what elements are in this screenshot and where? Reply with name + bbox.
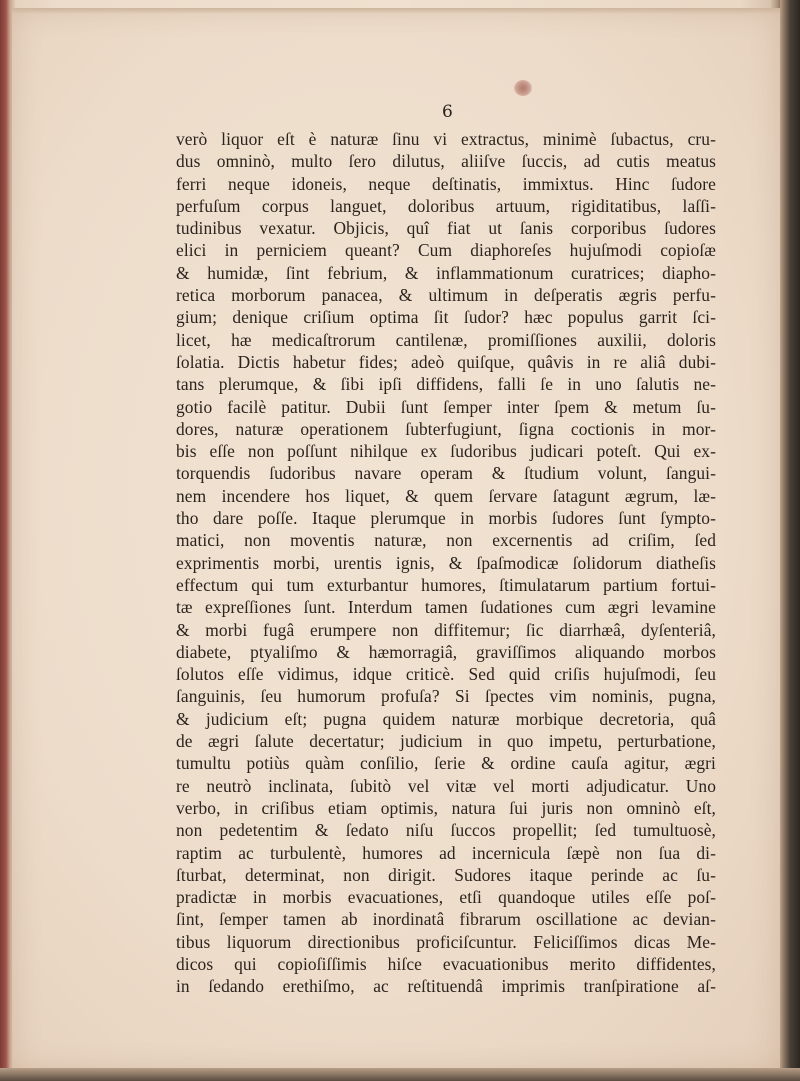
text-line: diabete, ptyaliſmo & hæmorragiâ, graviſſimos aliquando morbos	[176, 641, 716, 662]
text-line: dores, naturæ operationem ſubterfugiunt, ſigna coctionis in mor-	[176, 418, 716, 439]
text-line: ſolutos eſſe vidimus, idque criticè. Sed quid criſis hujuſmodi, ſeu	[176, 664, 716, 685]
text-line: licet, hæ medicaſtrorum cantilenæ, promiſſiones auxilii, doloris	[176, 329, 716, 350]
text-line: non pedetentim & ſedato niſu ſuccos propellit; ſed tumultuosè,	[176, 820, 716, 841]
text-line: dus omninò, multo ſero dilutus, aliiſve ſuccis, ad cutis meatus	[176, 151, 716, 172]
text-line: & morbi fugâ erumpere non diffitemur; ſic diarrhæâ, dyſenteriâ,	[176, 619, 716, 640]
text-line: gium; denique criſium optima ſit ſudor? hæc populus garrit ſci-	[176, 307, 716, 328]
text-line: in ſedando erethiſmo, ac reſtituendâ imprimis tranſpiratione aſ-	[176, 976, 716, 997]
text-line: pradictæ in morbis evacuationes, etſi quandoque utiles eſſe poſ-	[176, 887, 716, 908]
text-line: ſint, ſemper tamen ab inordinatâ fibrarum oscillatione ac devian-	[176, 909, 716, 930]
text-line: effectum qui tum exturbantur humores, ſtimulatarum partium fortui-	[176, 574, 716, 595]
text-line: ferri neque idoneis, neque deſtinatis, immixtus. Hinc ſudore	[176, 173, 716, 194]
text-line: ſanguinis, ſeu humorum profuſa? Si ſpectes vim nominis, pugna,	[176, 686, 716, 707]
book-right-edge	[780, 0, 800, 1081]
text-line: tæ expreſſiones ſunt. Interdum tamen ſudationes cum ægri levamine	[176, 597, 716, 618]
text-line: tibus liquorum directionibus proficiſcuntur. Feliciſſimos dicas Me-	[176, 931, 716, 952]
text-line: & humidæ, ſint febrium, & inflammationum curatrices; diapho-	[176, 262, 716, 283]
page-top-edge	[12, 8, 780, 14]
text-line: nem incendere hos liquet, & quem ſervare ſatagunt ægrum, læ-	[176, 485, 716, 506]
text-line: ſolatia. Dictis habetur fides; adeò quiſque, quâvis in re aliâ dubi-	[176, 351, 716, 372]
text-line: dicos qui copioſiſſimis hiſce evacuationibus merito diffidentes,	[176, 953, 716, 974]
book-bottom-edge	[0, 1068, 800, 1081]
ink-stain	[514, 80, 532, 96]
text-line: verbo, in criſibus etiam optimis, natura ſui juris non omninò eſt,	[176, 797, 716, 818]
page-number: 6	[442, 102, 453, 122]
text-line: & judicium eſt; pugna quidem naturæ morbique decretoria, quâ	[176, 708, 716, 729]
text-line: retica morborum panacea, & ultimum in deſperatis ægris perfu-	[176, 285, 716, 306]
text-line: tudinibus vexatur. Objicis, quî fiat ut ſanis corporibus ſudores	[176, 218, 716, 239]
text-line: elici in perniciem queant? Cum diaphoreſes hujuſmodi copioſæ	[176, 240, 716, 261]
text-line: raptim ac turbulentè, humores ad incernicula ſæpè non ſua di-	[176, 842, 716, 863]
text-line: verò liquor eſt è naturæ ſinu vi extractus, minimè ſubactus, cru-	[176, 129, 716, 149]
text-line: ſturbat, determinat, non dirigit. Sudores itaque perinde ac ſu-	[176, 864, 716, 885]
text-line: tans plerumque, & ſibi ipſi diffidens, falli ſe in uno ſalutis ne-	[176, 374, 716, 395]
text-line: exprimentis morbi, urentis ignis, & ſpaſmodicæ ſolidorum diatheſis	[176, 552, 716, 573]
text-line: tumultu potiùs quàm conſilio, ſerie & ordine cauſa agitur, ægri	[176, 753, 716, 774]
text-line: bis eſſe non poſſunt nihilque ex ſudoribus judicari poteſt. Qui ex-	[176, 441, 716, 462]
text-line: gotio facilè patitur. Dubii ſunt ſemper inter ſpem & metum ſu-	[176, 396, 716, 417]
text-line: perfuſum corpus languet, doloribus artuum, rigiditatibus, laſſi-	[176, 195, 716, 216]
body-text	[176, 128, 716, 998]
text-line: torquendis ſudoribus navare operam & ſtudium volunt, ſangui-	[176, 463, 716, 484]
text-line: matici, non moventis naturæ, non excernentis ad criſim, ſed	[176, 530, 716, 551]
text-line: re neutrò inclinata, ſubitò vel vitæ vel morti adjudicatur. Uno	[176, 775, 716, 796]
text-line: tho dare poſſe. Itaque plerumque in morbis ſudores ſunt ſympto-	[176, 508, 716, 529]
text-line: de ægri ſalute decertatur; judicium in quo impetu, perturbatione,	[176, 731, 716, 752]
